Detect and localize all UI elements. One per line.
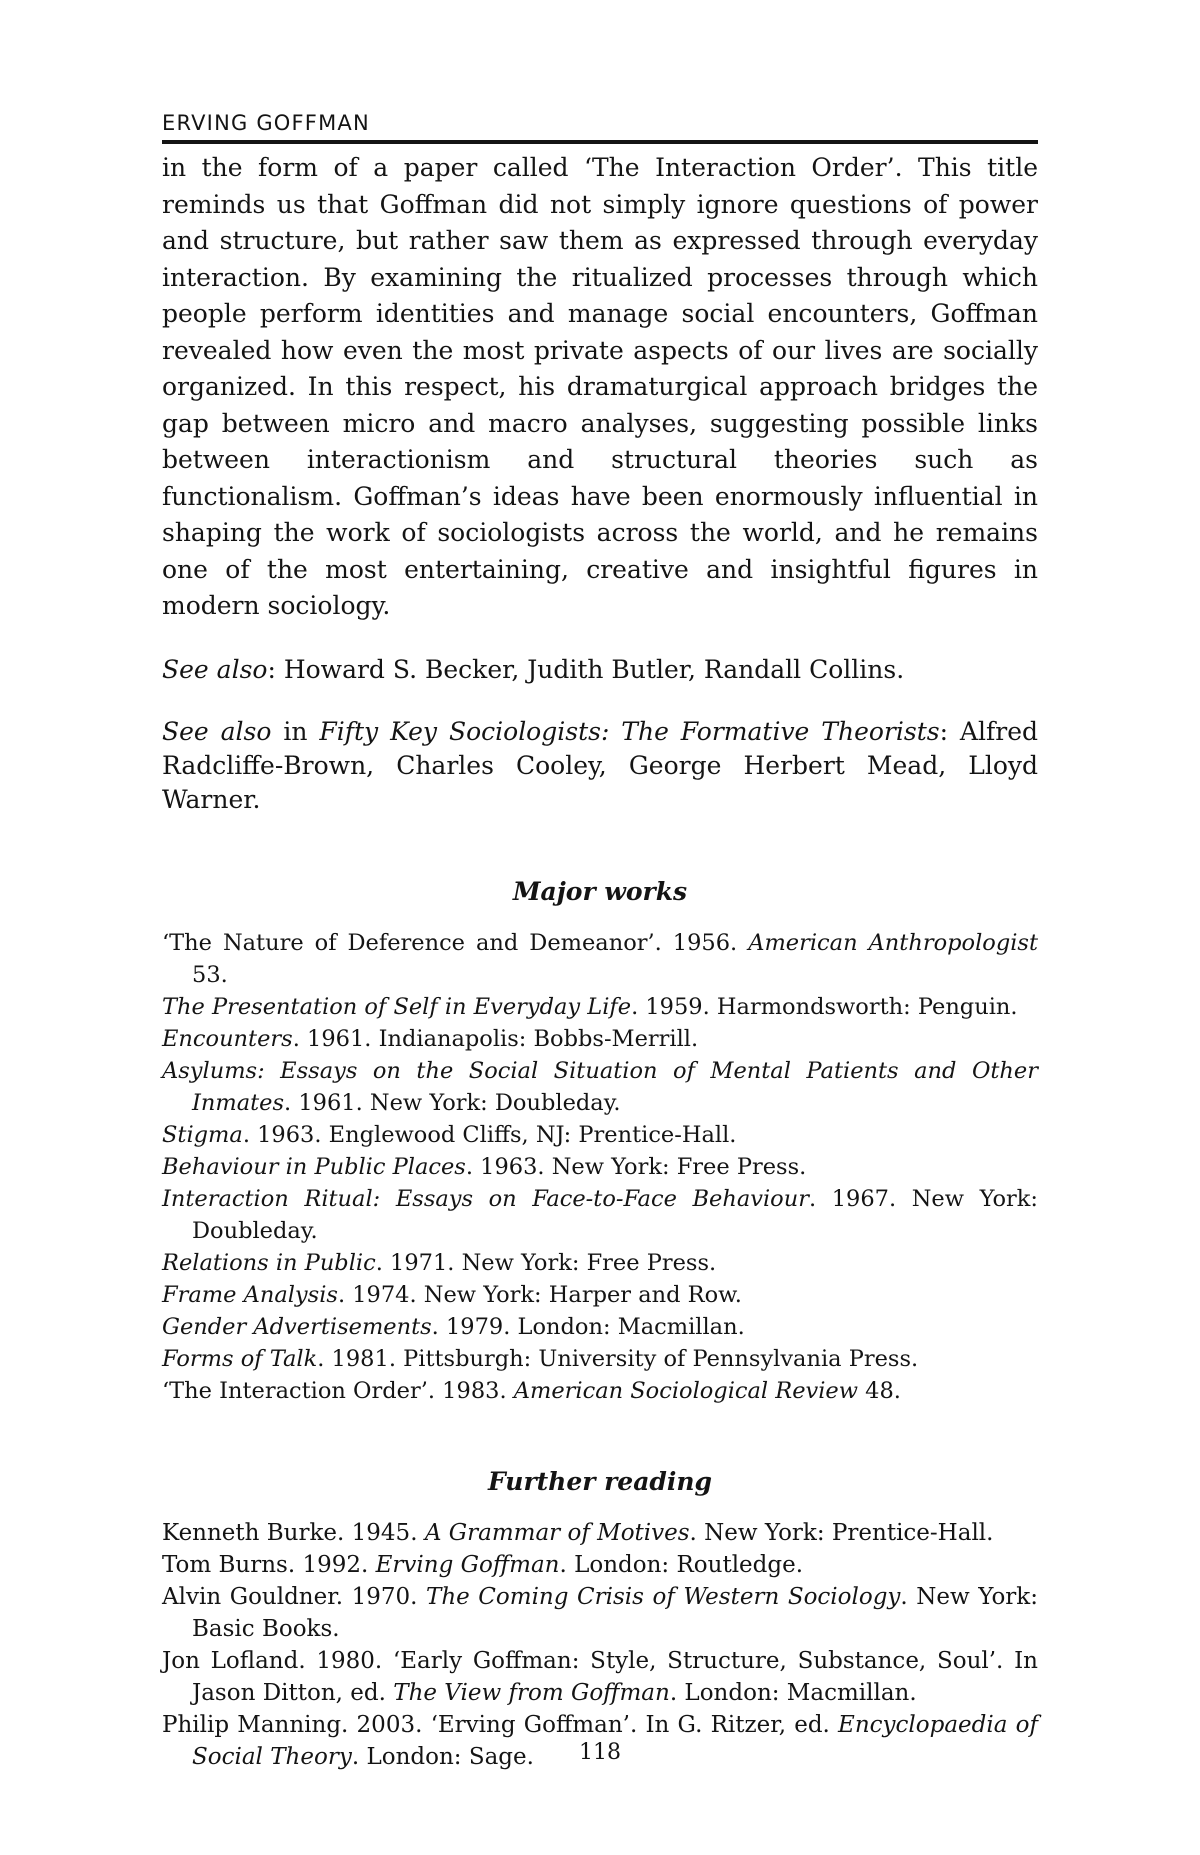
major-work-entry-title: Forms of Talk	[162, 1345, 318, 1372]
major-works-list	[162, 927, 1038, 1407]
major-work-entry-title: American Anthropologist	[748, 929, 1039, 956]
major-work-entry	[162, 1151, 1038, 1183]
major-work-entry-post: . 1961. Indianapolis: Bobbs-Merrill.	[292, 1025, 699, 1052]
major-work-entry-title: Stigma	[162, 1121, 243, 1148]
book-page	[162, 110, 1038, 1773]
see-also-label: See also	[162, 654, 268, 684]
major-work-entry	[162, 1119, 1038, 1151]
further-reading-entry-title: Encyclopaedia of Social Theory	[192, 1711, 1038, 1770]
further-reading-entry-title: The View from Goffman	[393, 1679, 670, 1706]
further-reading-heading: Further reading	[487, 1466, 713, 1496]
further-reading-entry-pre: Alvin Gouldner. 1970.	[162, 1583, 426, 1610]
major-work-entry-post: . 1974. New York: Harper and Row.	[337, 1281, 742, 1308]
major-work-entry-title: Interaction Ritual: Essays on Face-to-Face Behaviour	[162, 1185, 809, 1212]
major-work-entry	[162, 1279, 1038, 1311]
major-work-entry	[162, 1247, 1038, 1279]
further-reading-entry	[162, 1581, 1038, 1645]
major-work-entry-post: . 1967. New York: Doubleday.	[192, 1185, 1038, 1244]
major-work-entry	[162, 1311, 1038, 1343]
major-work-entry-post: . 1963. New York: Free Press.	[465, 1153, 807, 1180]
major-work-entry-title: Encounters	[162, 1025, 293, 1052]
body-paragraph: in the form of a paper called ‘The Interaction Order’. This title reminds us that Goffman did not simply ignore questions of power and structure, but rather saw them as expressed through everyday interaction. By examining the ritualized processes through which people perform identities and manage social encounters, Goffman revealed how even the most private aspects of our lives are socially organized. In this respect, his dramaturgical approach bridges the gap between micro and macro analyses, suggesting possible links between interactionism and structural theories such as functionalism. Goffman’s ideas have been enormously influential in shaping the work of sociologists across the world, and he remains one of the most entertaining, creative and insightful figures in modern sociology.	[162, 153, 1038, 620]
major-work-entry-title: Asylums: Essays on the Social Situation of Mental Patients and Other Inmates	[162, 1057, 1038, 1116]
see-also-text: : Howard S. Becker, Judith Butler, Randall Collins.	[267, 654, 905, 684]
further-reading-entry-title: Erving Goffman	[375, 1551, 560, 1578]
further-reading-entry-post: . London: Sage.	[351, 1743, 534, 1770]
further-reading-entry	[162, 1517, 1038, 1549]
see-also-fifty	[162, 715, 1038, 817]
header-rule	[162, 140, 1038, 144]
further-reading-entry	[162, 1645, 1038, 1709]
major-work-entry-post: . 1959. Harmondsworth: Penguin.	[631, 993, 1018, 1020]
further-reading-list	[162, 1517, 1038, 1773]
further-reading-entry-post: . London: Routledge.	[559, 1551, 804, 1578]
major-work-entry	[162, 927, 1038, 991]
major-work-entry-post: . 1971. New York: Free Press.	[375, 1249, 717, 1276]
major-work-entry-title: Gender Advertisements	[162, 1313, 432, 1340]
further-reading-entry-post: . New York: Basic Books.	[192, 1583, 1038, 1642]
see-also-fifty-text: : Alfred Radcliffe-Brown, Charles Cooley, George Herbert Mead, Lloyd Warner.	[162, 716, 1038, 814]
major-work-entry-title: Behaviour in Public Places	[162, 1153, 466, 1180]
major-work-entry	[162, 1023, 1038, 1055]
further-reading-entry-pre: Kenneth Burke. 1945.	[162, 1519, 425, 1546]
further-reading-entry-post: . London: Macmillan.	[669, 1679, 917, 1706]
major-works-heading: Major works	[512, 876, 688, 906]
running-head: ERVING GOFFMAN	[162, 111, 370, 135]
major-work-entry-title: Frame Analysis	[162, 1281, 338, 1308]
major-work-entry-title: Relations in Public	[162, 1249, 376, 1276]
major-work-entry-title: The Presentation of Self in Everyday Life	[162, 993, 632, 1020]
further-reading-entry	[162, 1549, 1038, 1581]
see-also-fifty-book: Fifty Key Sociologists: The Formative Theorists	[319, 716, 940, 746]
page-number: 118	[579, 1740, 621, 1765]
major-work-entry-post: . 1981. Pittsburgh: University of Pennsylvania Press.	[317, 1345, 919, 1372]
further-reading-entry-pre: Philip Manning. 2003. ‘Erving Goffman’. In G. Ritzer, ed.	[162, 1711, 839, 1738]
further-reading-entry-title: A Grammar of Motives	[424, 1519, 690, 1546]
major-work-entry-post: . 1979. London: Macmillan.	[431, 1313, 745, 1340]
further-reading-entry-pre: Tom Burns. 1992.	[162, 1551, 376, 1578]
major-work-entry	[162, 1343, 1038, 1375]
further-reading-entry-title: The Coming Crisis of Western Sociology	[425, 1583, 901, 1610]
major-work-entry-post: . 1963. Englewood Cliffs, NJ: Prentice-Hall.	[242, 1121, 737, 1148]
major-work-entry-pre: ‘The Interaction Order’. 1983.	[162, 1377, 514, 1404]
major-work-entry	[162, 1375, 1038, 1407]
further-reading-entry-pre: Jon Lofland. 1980. ‘Early Goffman: Style, Structure, Substance, Soul’. In Jason Ditton, ed.	[162, 1647, 1038, 1706]
further-reading-entry-post: . New York: Prentice-Hall.	[689, 1519, 994, 1546]
major-work-entry	[162, 1183, 1038, 1247]
major-work-entry-post: . 1961. New York: Doubleday.	[284, 1089, 621, 1116]
major-work-entry-post: 48.	[858, 1377, 901, 1404]
major-work-entry-post: 53.	[192, 961, 228, 988]
major-work-entry-pre: ‘The Nature of Deference and Demeanor’. 1956.	[162, 929, 749, 956]
major-work-entry	[162, 991, 1038, 1023]
major-work-entry	[162, 1055, 1038, 1119]
see-also-fifty-mid: in	[271, 716, 320, 746]
see-also	[162, 653, 1038, 687]
major-work-entry-title: American Sociological Review	[513, 1377, 859, 1404]
see-also-fifty-label: See also	[162, 716, 272, 746]
